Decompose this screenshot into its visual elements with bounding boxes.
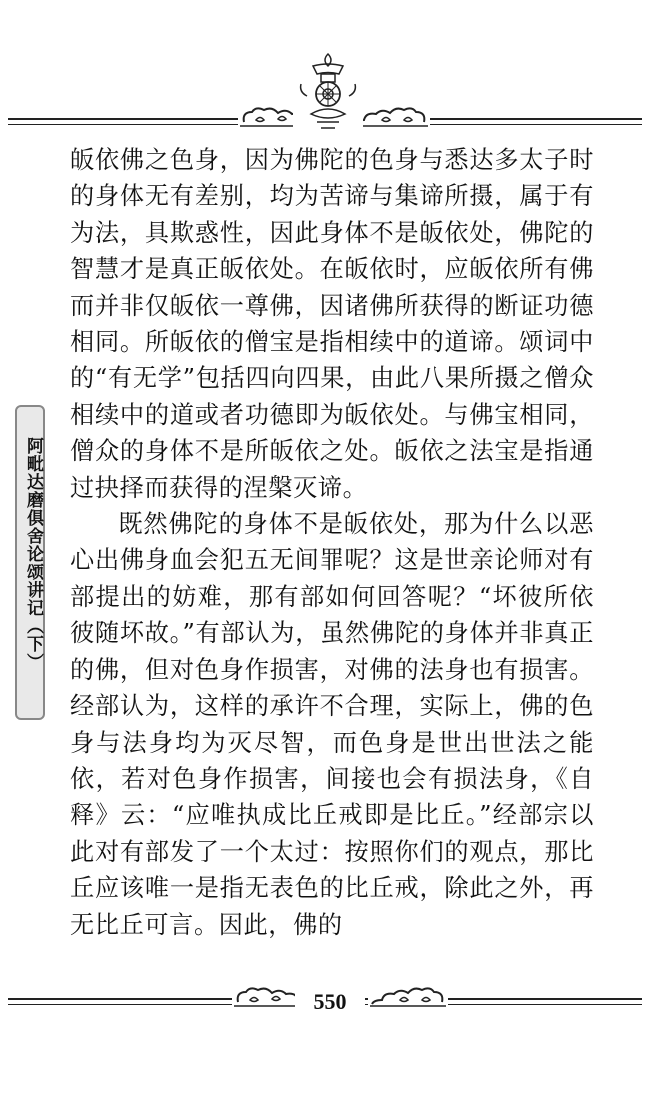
page-number: 550 [295,985,365,1019]
dharma-emblem-icon [293,52,363,130]
paragraph: 皈依佛之色身，因为佛陀的色身与悉达多太子时的身体无有差别，均为苦谛与集谛所摄，属于有为法，具欺惑性，因此身体不是皈依处，佛陀的智慧才是真正皈依处。在皈依时，应皈依所有佛而并非仅皈依一尊佛，因诸佛所获得的断证功德相同。所皈依的僧宝是指相续中的道谛。颂词中的“有无学”包括四向四果，由此八果所摄之僧众相续中的道或者功德即为皈依处。与佛宝相同，僧众的身体不是所皈依之处。皈依之法宝是指通过抉择而获得的涅槃灭谛。 [70,146,594,502]
body-text [70,142,594,943]
book-title-vertical: 阿毗达磨俱舍论颂讲记（下） [23,437,43,671]
paragraph: 既然佛陀的身体不是皈依处，那为什么以恶心出佛身血会犯五无间罪呢？这是世亲论师对有部提出的妨难，那有部如何回答呢？“坏彼所依彼随坏故。”有部认为，虽然佛陀的身体并非真正的佛，但对色身作损害，对佛的法身也有损害。经部认为，这样的承许不合理，实际上，佛的色身与法身均为灭尽智，而色身是世出世法之能依，若对色身作损害，间接也会有损法身，《自释》云：“应唯执成比丘戒即是比丘。”经部宗以此对有部发了一个太过：按照你们的观点，那比丘应该唯一是指无表色的比丘戒，除此之外，再无比丘可言。因此，佛的 [70,510,594,939]
cloud-ornament-right [368,984,448,1012]
side-tab [15,405,45,720]
